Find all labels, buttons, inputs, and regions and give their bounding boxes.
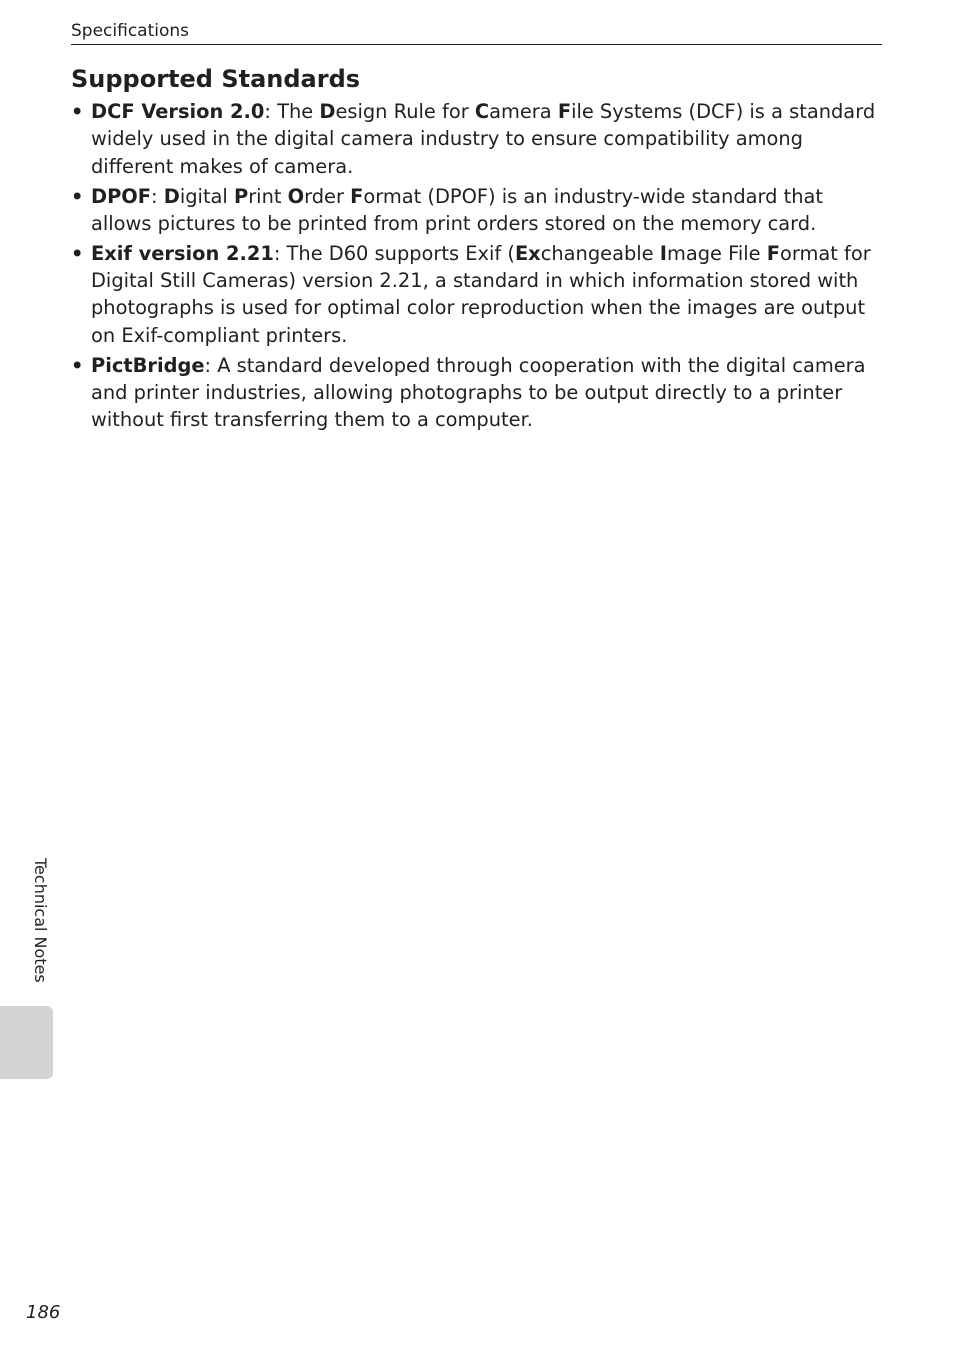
text-run: esign Rule for: [335, 100, 475, 123]
page-number: 186: [26, 1302, 61, 1323]
side-tab-marker: [0, 1006, 53, 1079]
list-item-term: PictBridge: [91, 353, 205, 377]
list-item-text: [91, 242, 871, 347]
bullet-icon: •: [71, 100, 84, 123]
text-run: igital: [179, 184, 234, 208]
text-run: : A standard developed through cooperation with the digital camera and printer industries, allowing photographs to be output directly to a printer without first transferring them to a computer.: [91, 353, 866, 432]
standards-list: [71, 98, 882, 436]
list-item-text: [91, 100, 875, 178]
text-run-bold: D: [163, 184, 180, 208]
text-run-bold: F: [766, 241, 781, 265]
text-run: amera: [489, 100, 558, 123]
list-item-term: DCF Version 2.0: [91, 100, 265, 123]
bullet-icon: •: [71, 353, 84, 377]
text-run: rint: [248, 184, 288, 208]
section-title: Supported Standards: [71, 65, 361, 93]
list-item-dcf: [71, 98, 882, 180]
text-run-bold: O: [287, 184, 305, 208]
list-item-pictbridge: [71, 352, 882, 434]
text-run-bold: F: [350, 184, 364, 208]
list-item-exif: [71, 240, 882, 349]
text-run: mage File: [666, 241, 767, 265]
text-run-bold: F: [557, 100, 572, 123]
text-run-bold: I: [659, 241, 667, 265]
list-item-text: [91, 354, 866, 432]
text-run: changeable: [540, 241, 660, 265]
side-tab-label: Technical Notes: [31, 858, 50, 983]
bullet-icon: •: [71, 241, 84, 265]
text-run: : The D60 supports Exif (: [273, 241, 515, 265]
text-run-bold: C: [474, 100, 490, 123]
text-run-bold: Ex: [514, 241, 541, 265]
text-run: ile Systems (DCF) is a standard widely used in the digital camera industry to ensure compatibility among different makes of camera.: [91, 100, 876, 178]
text-run: :: [151, 184, 164, 208]
bullet-icon: •: [71, 184, 84, 208]
list-item-term: Exif version 2.21: [91, 241, 274, 265]
text-run: ormat (DPOF) is an industry-wide standard that allows pictures to be printed from print orders stored on the memory card.: [91, 184, 824, 235]
text-run-bold: D: [319, 100, 336, 123]
list-item-term: DPOF: [91, 184, 152, 208]
text-run: ormat for Digital Still Cameras) version 2.21, a standard in which information stored with photographs is used for optimal color reproduction when the images are output on Exif-compliant printers.: [91, 241, 871, 347]
text-run: : The: [264, 100, 320, 123]
text-run-bold: P: [233, 184, 249, 208]
list-item-text: [91, 185, 823, 235]
running-header: Specifications: [71, 21, 190, 41]
text-run: rder: [304, 184, 351, 208]
list-item-dpof: [71, 183, 882, 238]
header-rule: [71, 44, 882, 45]
